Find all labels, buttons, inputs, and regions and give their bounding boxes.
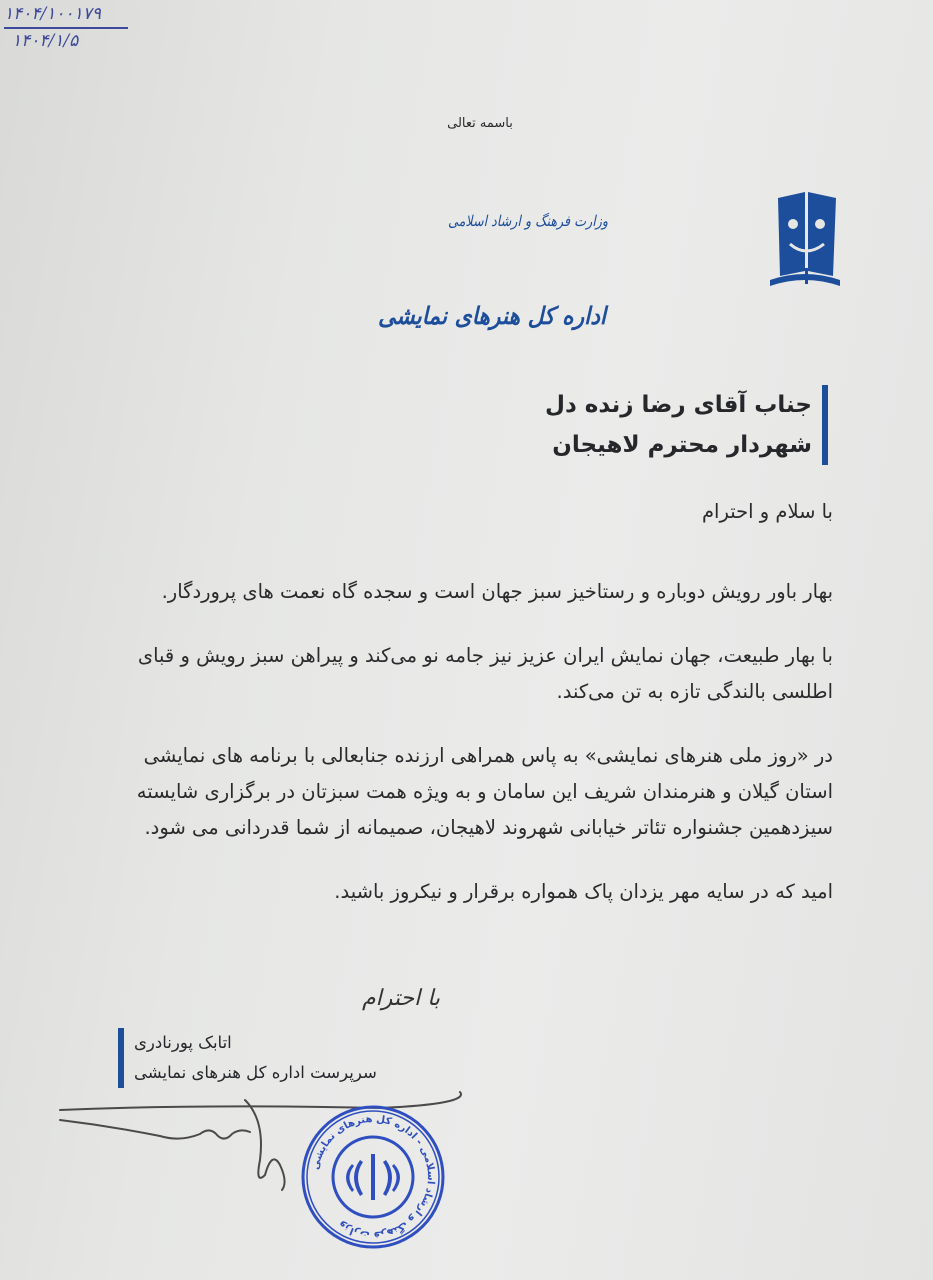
ministry-logo [378, 176, 840, 341]
logo-office-text: اداره کل هنرهای نمایشی [378, 301, 629, 330]
paragraph-1 [63, 574, 833, 610]
paragraph-3 [63, 738, 833, 846]
addressee-title: شهردار محترم لاهیجان [552, 432, 812, 458]
addressee-block [545, 385, 828, 465]
paragraph-line: بهار باور رویش دوباره و رستاخیز سبز جهان است و سجده گاه نعمت های پروردگار. [161, 580, 833, 603]
official-stamp [300, 1104, 446, 1250]
greeting [63, 494, 833, 530]
paragraph-line: استان گیلان و هنرمندان شریف این سامان و به ویژه همت سبزتان در برگزاری شایسته [136, 780, 833, 803]
signatory-block [118, 1028, 377, 1088]
paragraph-line: امید که در سایه مهر یزدان پاک همواره برقرار و نیکروز باشید. [334, 880, 833, 903]
letter-body [63, 494, 833, 938]
paragraph-line: سیزدهمین جشنواره تئاتر خیابانی شهروند لاهیجان، صمیمانه از شما قدردانی می شود. [144, 816, 833, 839]
paragraph-line: اطلسی بالندگی تازه به تن می‌کند. [556, 680, 833, 703]
signatory-title: سرپرست اداره کل هنرهای نمایشی [134, 1063, 377, 1082]
reference-date: ۱۴۰۴/۱/۵ [12, 31, 79, 51]
addressee-name: جناب آقای رضا زنده دل [544, 392, 812, 418]
handwritten-closing: با احترام [362, 986, 441, 1011]
signatory-name: اتابک پورنادری [134, 1033, 232, 1052]
paragraph-4 [63, 874, 833, 910]
paragraph-line: با بهار طبیعت، جهان نمایش ایران عزیز نیز جامه نو می‌کند و پیراهن سبز رویش و قبای [137, 644, 833, 667]
paragraph-line: در «روز ملی هنرهای نمایشی» به پاس همراهی ارزنده جنابعالی با برنامه‌ های نمایشی [143, 744, 833, 767]
paragraph-2 [63, 638, 833, 710]
greeting-text: با سلام و احترام [701, 500, 833, 523]
basmeh-heading: باسمه تعالی [447, 116, 513, 131]
reference-number: ۱۴۰۴/۱۰۰۱۷۹ [4, 2, 128, 29]
reference-number-handwritten [4, 2, 128, 53]
iran-emblem-icon [346, 1154, 400, 1200]
stamp-text: وزارت فرهنگ و ارشاد اسلامی - اداره کل هنرهای نمایشی [310, 1113, 437, 1241]
logo-ministry-text: وزارت فرهنگ و ارشاد اسلامی [448, 212, 608, 230]
